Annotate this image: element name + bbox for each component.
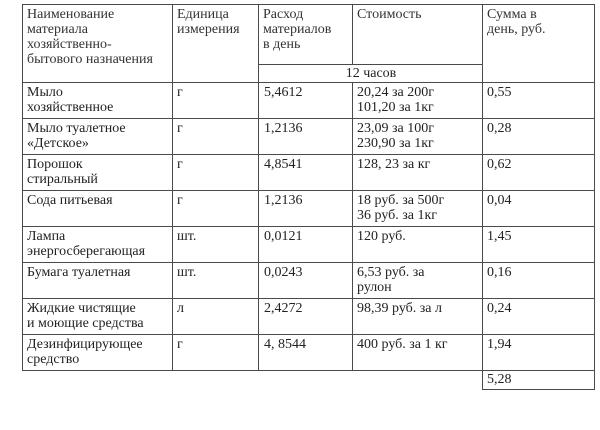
cell-material-name: Жидкие чистящие и моющие средства	[23, 299, 173, 335]
cell-material-name: Лампа энергосберегающая	[23, 227, 173, 263]
cell-daily-usage: 5,4612	[259, 83, 353, 119]
cell-material-name: Порошок стиральный	[23, 155, 173, 191]
table-row	[23, 155, 595, 191]
table-row	[23, 335, 595, 371]
cell-unit: г	[173, 335, 259, 371]
cell-cost: 18 руб. за 500г 36 руб. за 1кг	[353, 191, 483, 227]
table-row	[23, 263, 595, 299]
table-row	[23, 191, 595, 227]
cell-daily-sum: 1,94	[483, 335, 595, 371]
cell-cost: 23,09 за 100г 230,90 за 1кг	[353, 119, 483, 155]
cell-daily-usage: 1,2136	[259, 119, 353, 155]
cell-material-name: Мыло туалетное «Детское»	[23, 119, 173, 155]
period-cell: 12 часов	[259, 65, 483, 83]
cell-daily-sum: 0,24	[483, 299, 595, 335]
header-material-name: Наименование материала хозяйственно- бытового назначения	[23, 5, 173, 83]
cell-unit: г	[173, 155, 259, 191]
cell-cost: 400 руб. за 1 кг	[353, 335, 483, 371]
table-row	[23, 299, 595, 335]
expense-table-container	[22, 4, 594, 390]
cell-daily-sum: 0,04	[483, 191, 595, 227]
header-cost: Стоимость	[353, 5, 483, 65]
cell-unit: г	[173, 191, 259, 227]
cell-daily-usage: 4,8541	[259, 155, 353, 191]
cell-daily-sum: 0,28	[483, 119, 595, 155]
cell-daily-usage: 0,0121	[259, 227, 353, 263]
cell-cost: 120 руб.	[353, 227, 483, 263]
cell-material-name: Сода питьевая	[23, 191, 173, 227]
total-spacer	[259, 371, 353, 390]
cell-daily-sum: 1,45	[483, 227, 595, 263]
cell-cost: 128, 23 за кг	[353, 155, 483, 191]
cell-material-name: Мыло хозяйственное	[23, 83, 173, 119]
household-materials-table	[22, 4, 595, 390]
cell-daily-usage: 2,4272	[259, 299, 353, 335]
total-row	[23, 371, 595, 390]
table-row	[23, 83, 595, 119]
cell-daily-usage: 0,0243	[259, 263, 353, 299]
cell-daily-sum: 0,16	[483, 263, 595, 299]
cell-cost: 20,24 за 200г 101,20 за 1кг	[353, 83, 483, 119]
cell-unit: г	[173, 83, 259, 119]
cell-material-name: Дезинфицирующее средство	[23, 335, 173, 371]
total-spacer	[353, 371, 483, 390]
cell-unit: г	[173, 119, 259, 155]
header-daily-sum: Сумма в день, руб.	[483, 5, 595, 83]
cell-daily-sum: 0,55	[483, 83, 595, 119]
cell-unit: шт.	[173, 227, 259, 263]
header-unit: Единица измерения	[173, 5, 259, 83]
total-spacer	[173, 371, 259, 390]
cell-cost: 98,39 руб. за л	[353, 299, 483, 335]
cell-unit: л	[173, 299, 259, 335]
total-spacer	[23, 371, 173, 390]
cell-daily-sum: 0,62	[483, 155, 595, 191]
cell-cost: 6,53 руб. за рулон	[353, 263, 483, 299]
table-row	[23, 119, 595, 155]
header-daily-usage: Расход материалов в день	[259, 5, 353, 65]
total-daily-sum: 5,28	[483, 371, 595, 390]
cell-daily-usage: 4, 8544	[259, 335, 353, 371]
cell-unit: шт.	[173, 263, 259, 299]
cell-daily-usage: 1,2136	[259, 191, 353, 227]
header-row	[23, 5, 595, 65]
cell-material-name: Бумага туалетная	[23, 263, 173, 299]
table-row	[23, 227, 595, 263]
